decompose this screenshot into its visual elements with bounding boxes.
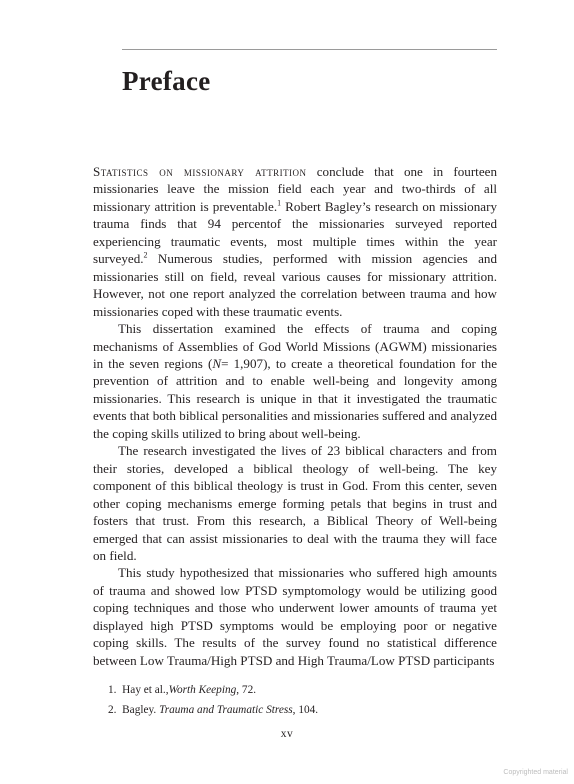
small-caps-lead: Statistics on missionary attrition: [93, 164, 307, 179]
footnote-text-pre: Hay et al.,: [122, 684, 169, 696]
paragraph-2-text-b: = 1,907), to create a theoretical foundation for the prevention of attrition and to enable well-being and longevity among missionaries. This research is unique in that it investigated the traumatic events that both biblical personalities and missionaries suffered and analyzed the coping skills utilized to bring about well-being.: [93, 355, 498, 441]
paragraph-1-text-a: conclude that one in fourteen missionaries leave the mission field each year and two-thirds of all missionary attrition is preventable.: [93, 164, 497, 214]
footnote-work-title: Worth Keeping: [168, 684, 237, 696]
footnote-text-post: , 104.: [292, 703, 319, 716]
footnote-text-post: , 72.: [236, 684, 257, 696]
copyright-watermark: Copyrighted material: [503, 769, 568, 776]
chapter-title: Preface: [122, 66, 211, 96]
footnote-number: 2.: [108, 703, 117, 716]
paragraph-2-text-a: This dissertation examined the effects of trauma and coping mechanisms of Assemblies of God World Missions (AGWM) missionaries in the seven regions (: [93, 321, 497, 371]
page-number: xv: [280, 728, 294, 740]
footnote-2: [108, 701, 318, 721]
paragraph-1-text-c: Numerous studies, performed with mission agencies and missionaries still on field, reveal various causes for missionary attrition. However, not one report analyzed the correlation between trauma and how missionaries coped with these traumatic events.: [93, 251, 497, 319]
footnote-ref-1: 1: [277, 198, 282, 208]
paragraph-3: The research investigated the lives of 23 biblical characters and from their stories, developed a biblical theology of well-being. The key component of this biblical theology is trust in God. From this center, seven other coping mechanisms emerge forming petals that begins in trust and fosters that trust. From this research, a Biblical Theory of Well-being emerged that can assist missionaries to deal with the trauma they will face on field.: [93, 443, 497, 563]
footnote-ref-2: 2: [143, 250, 148, 260]
footnote-work-title: Trauma and Traumatic Stress: [159, 703, 293, 716]
body-text: [93, 163, 497, 669]
footnote-number: 1.: [108, 684, 117, 696]
footnote-1: [108, 681, 318, 701]
sample-size-symbol: N: [212, 355, 222, 371]
paragraph-1-text-b: Robert Bagley’s research on missionary trauma finds that 94 percentof the missionaries surveyed reported experiencing traumatic events, most multiple times within the year surveyed.: [93, 198, 497, 267]
paragraph-1: [93, 163, 497, 320]
footnote-text-pre: Bagley.: [122, 703, 160, 716]
footnotes: [108, 681, 318, 720]
paragraph-4: This study hypothesized that missionaries who suffered high amounts of trauma and showed low PTSD symptomology would be utilizing good coping techniques and those who underwent lower amounts of trauma yet displayed high PTSD symptoms would be employing poor or negative coping skills. The results of the survey found no statistical difference between Low Trauma/High PTSD and High Trauma/Low PTSD participants: [93, 565, 497, 668]
header-rule: [122, 49, 497, 50]
paragraph-2: [93, 320, 497, 442]
